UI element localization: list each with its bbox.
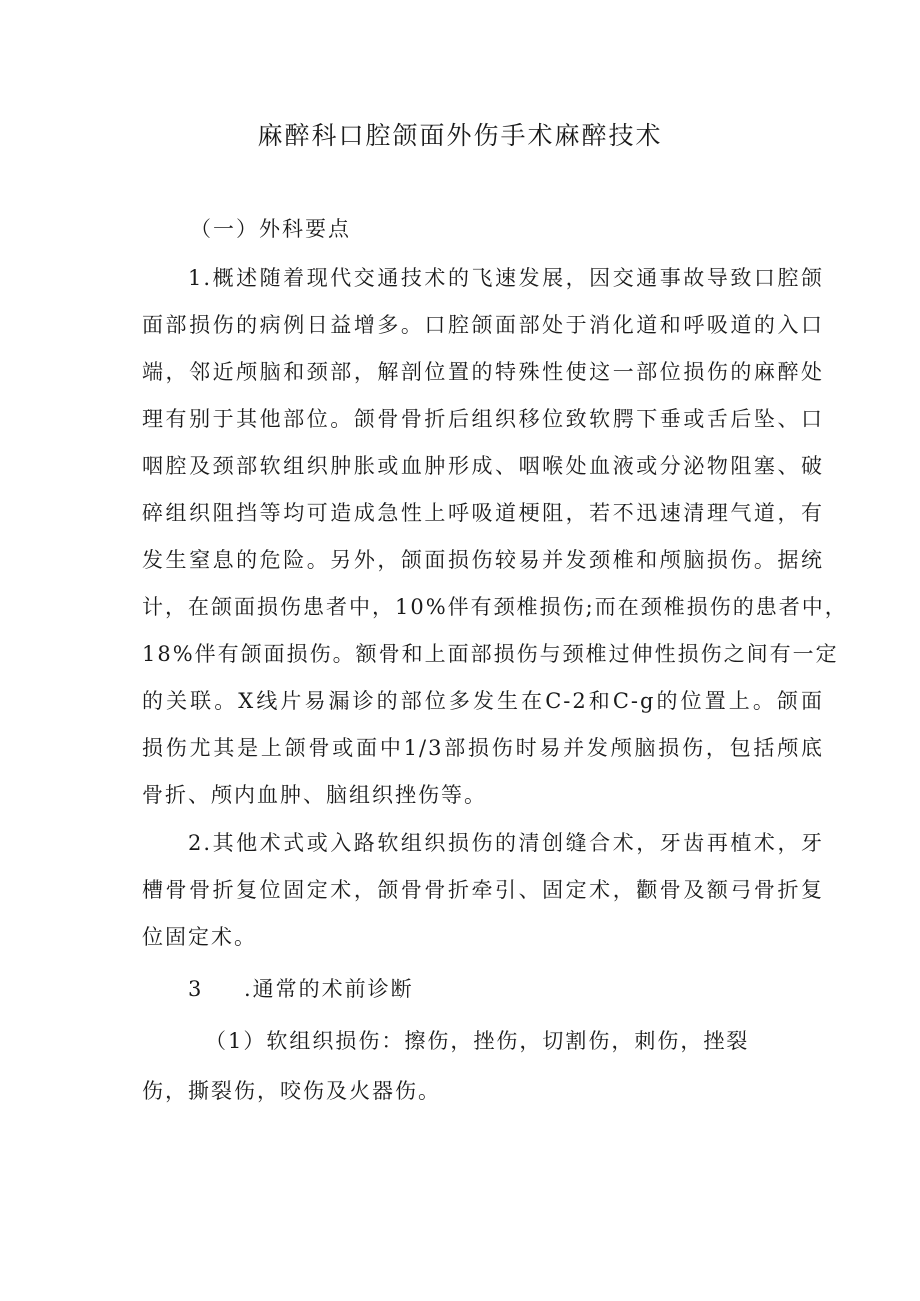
document-title: 麻醉科口腔颌面外伤手术麻醉技术 bbox=[257, 121, 663, 150]
text-line: 骨折、颅内血肿、脑组织挫伤等。 bbox=[142, 783, 487, 807]
text-line: 的关联。X线片易漏诊的部位多发生在C-2和C-g的位置上。颌面 bbox=[142, 689, 824, 713]
text-line: 位固定术。 bbox=[142, 925, 257, 949]
item-number: 3 bbox=[188, 977, 204, 1001]
text-line: 损伤尤其是上颌骨或面中1/3部损伤时易并发颅脑损伤，包括颅底 bbox=[142, 736, 824, 760]
section-heading: （一）外科要点 bbox=[190, 217, 351, 241]
text-line: 计，在颌面损伤患者中，10%伴有颈椎损伤;而在颈椎损伤的患者中， bbox=[142, 595, 848, 619]
text-line: 槽骨骨折复位固定术，颌骨骨折牵引、固定术，颧骨及额弓骨折复 bbox=[142, 878, 824, 902]
text-line: 理有别于其他部位。颌骨骨折后组织移位致软腭下垂或舌后坠、口 bbox=[142, 407, 824, 431]
text-line: 发生窒息的危险。另外，颌面损伤较易并发颈椎和颅脑损伤。据统 bbox=[142, 548, 824, 572]
text-line: 面部损伤的病例日益增多。口腔颌面部处于消化道和呼吸道的入口 bbox=[142, 313, 824, 337]
text-line: 伤，撕裂伤，咬伤及火器伤。 bbox=[142, 1079, 441, 1103]
text-line: 2.其他术式或入路软组织损伤的清创缝合术，牙齿再植术，牙 bbox=[188, 831, 824, 855]
text-line: 碎组织阻挡等均可造成急性上呼吸道梗阻，若不迅速清理气道，有 bbox=[142, 501, 824, 525]
text-line: （1）软组织损伤：擦伤，挫伤，切割伤，刺伤，挫裂 bbox=[205, 1029, 750, 1053]
text-line: 18%伴有颌面损伤。额骨和上面部损伤与颈椎过伸性损伤之间有一定 bbox=[142, 642, 839, 666]
text-line: 1.概述随着现代交通技术的飞速发展，因交通事故导致口腔颌 bbox=[188, 266, 824, 290]
item-text: .通常的术前诊断 bbox=[244, 977, 414, 1001]
text-line: 咽腔及颈部软组织肿胀或血肿形成、咽喉处血液或分泌物阻塞、破 bbox=[142, 454, 824, 478]
text-line: 端，邻近颅脑和颈部，解剖位置的特殊性使这一部位损伤的麻醉处 bbox=[142, 360, 824, 384]
